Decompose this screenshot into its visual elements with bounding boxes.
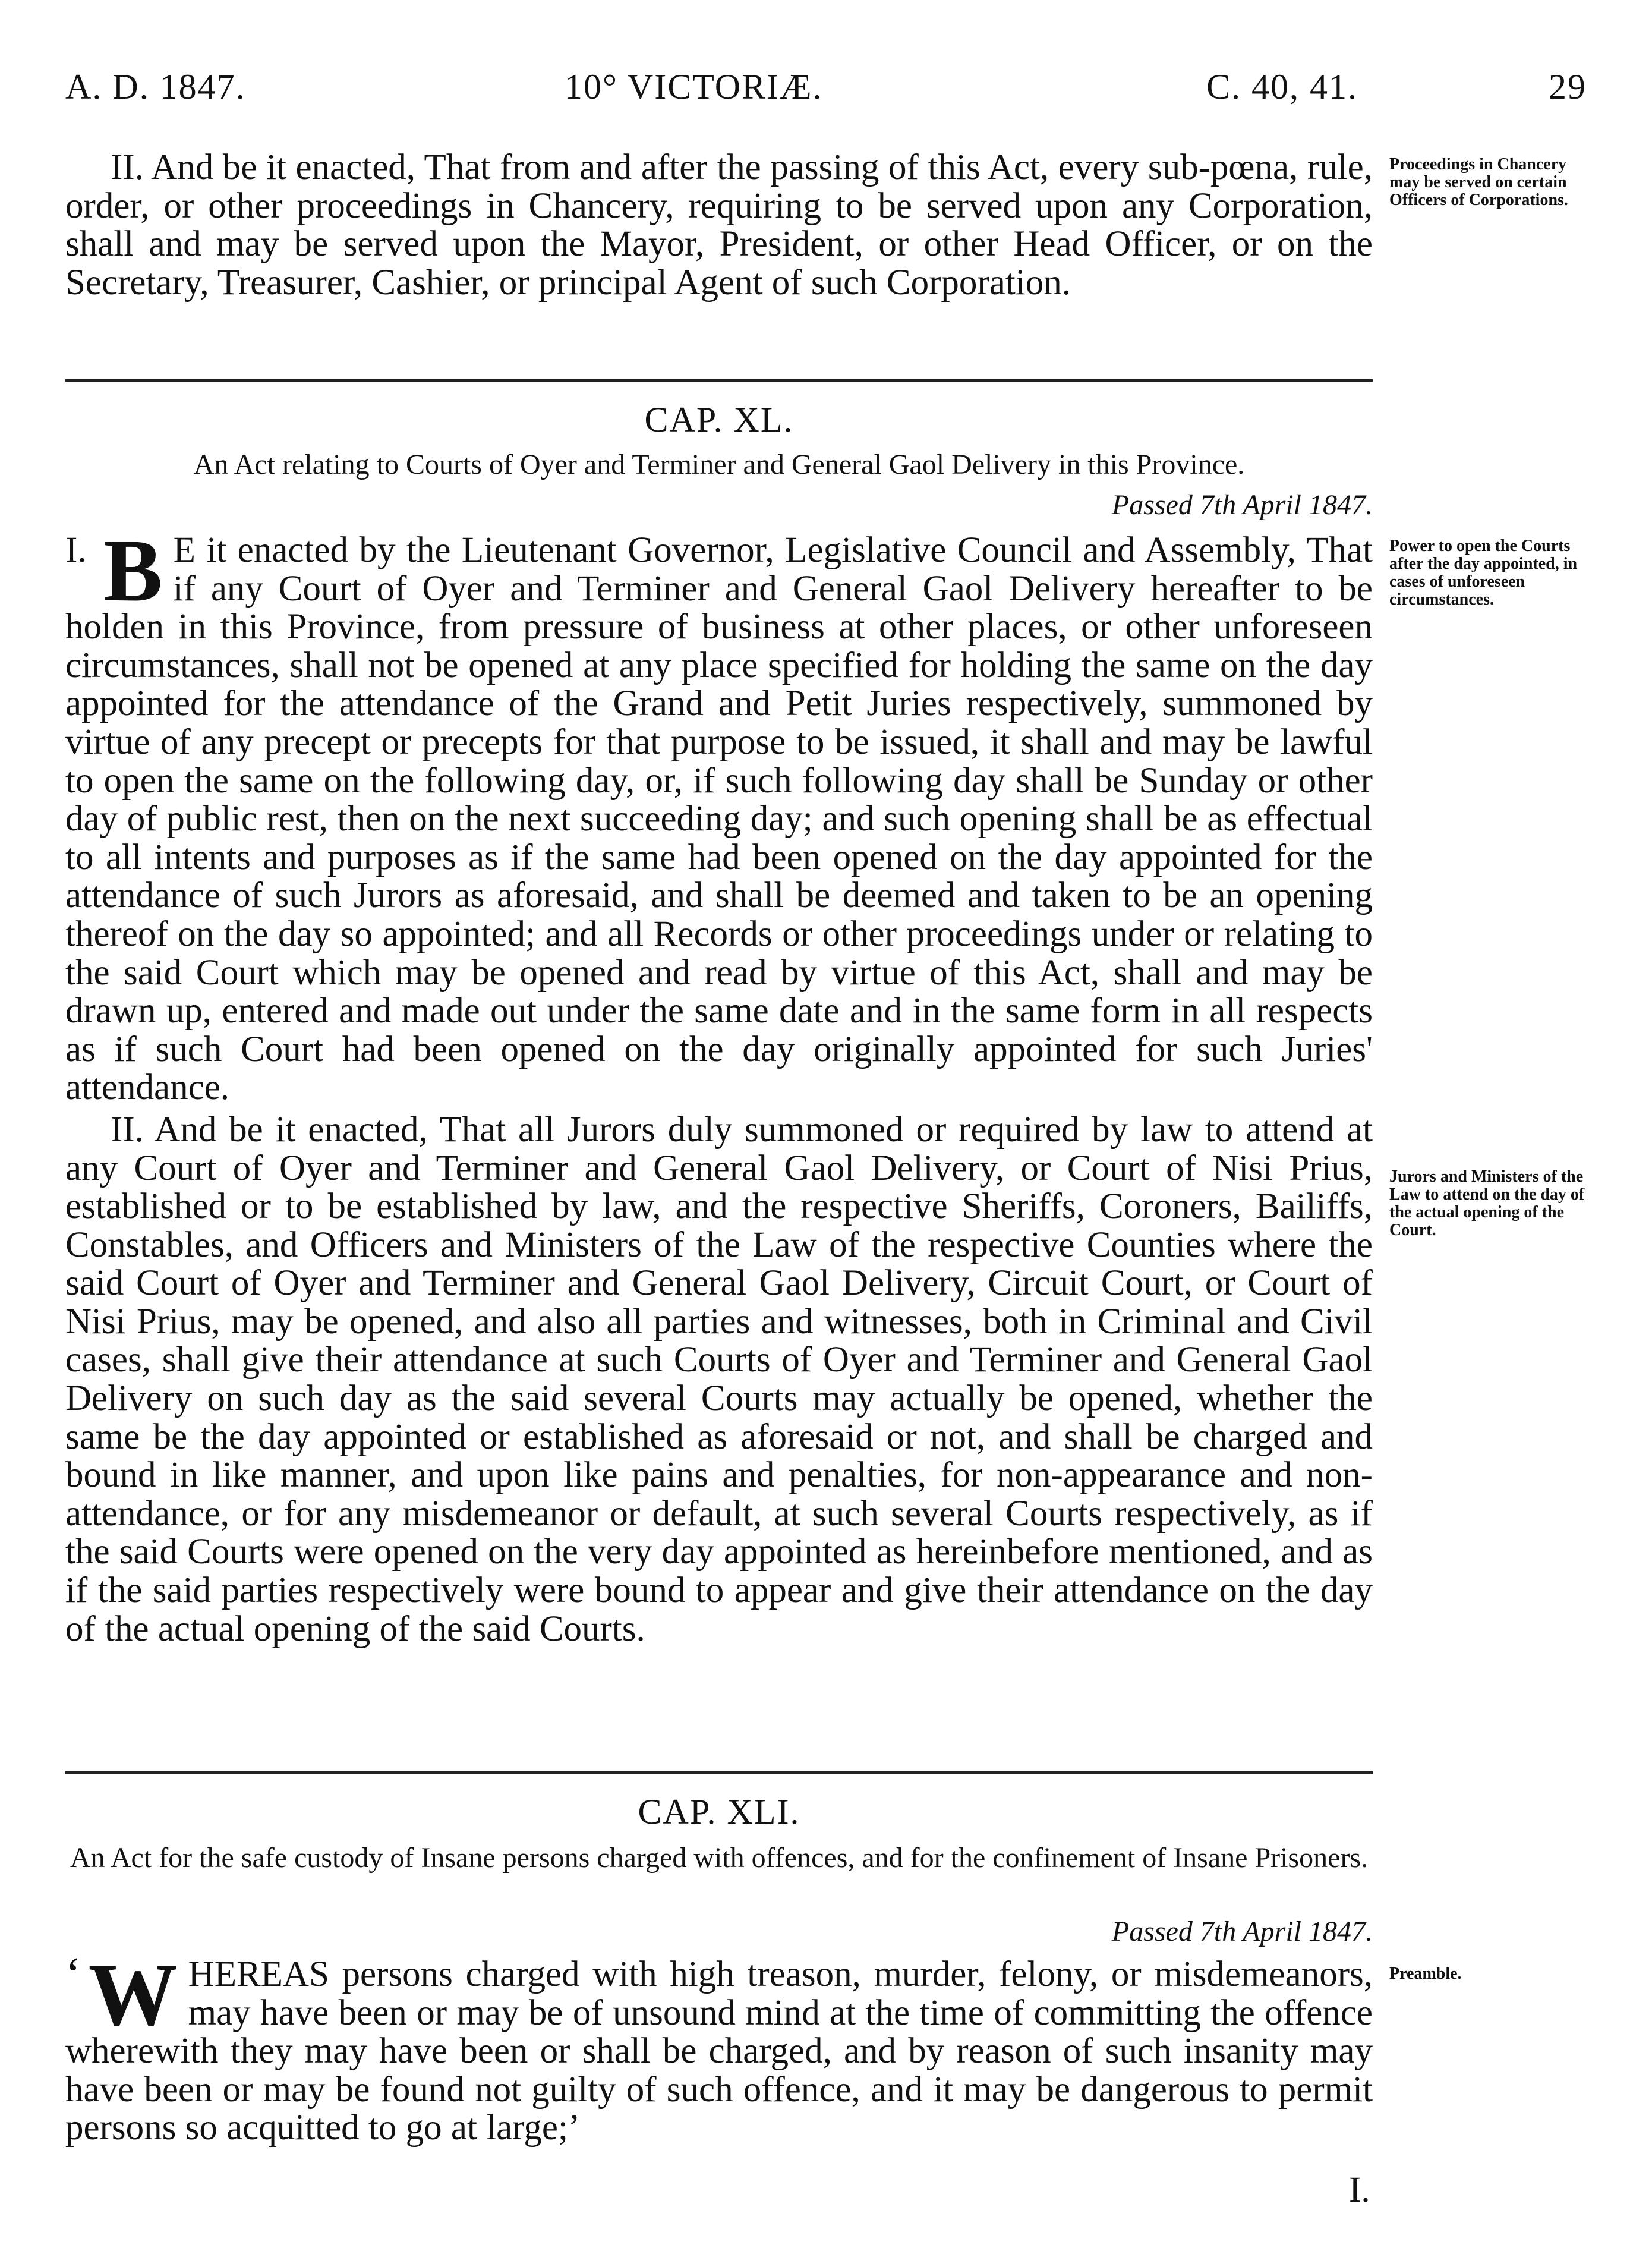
header-chapters: C. 40, 41. <box>1206 67 1358 106</box>
header-year: A. D. 1847. <box>65 67 246 106</box>
cap-40-section-i <box>65 521 1373 1649</box>
cap-40-title: CAP. XL. <box>644 400 794 439</box>
section-divider-2 <box>65 1771 1373 1774</box>
margin-note-power-to-open: Power to open the Courts after the day appointed, in cases of unforeseen circumstances. <box>1389 537 1578 609</box>
dropcap-b: B <box>103 521 163 620</box>
cap-40-section-i-text: E it enacted by the Lieutenant Governor, Legislative Council and Assembly, That if any Court of Oyer and Terminer and General Gaol Delivery hereafter to be holden in this Province, from pressure of business at other places, or other unforeseen circumstances, shall not be opened at any place specified for holding the same on the day appointed for the attendance of the Grand and Petit Juries respectively, summoned by virtue of any precept or precepts for that purpose to be issued, it shall and may be lawful to open the same on the following day, or, if such following day shall be Sunday or other day of public rest, then on the next succeeding day; and such opening shall be as effectual to all intents and purposes as if the same had been opened on the day appointed for the attendance of such Jurors as aforesaid, and shall be deemed and taken to be an opening thereof on the day so appointed; and all Records or other proceedings under or relating to the said Court which may be opened and read by virtue of this Act, shall and may be drawn up, entered and made out under the same date and in the same form in all respects as if such Court had been opened on the day originally appointed for such Juries' attendance. <box>65 530 1373 1108</box>
cap-41-subtitle: An Act for the safe custody of Insane persons charged with offences, and for the confinement of Insane Prisoners. <box>70 1842 1369 1874</box>
cap-40-section-ii-text: II. And be it enacted, That all Jurors duly summoned or required by law to attend at any Court of Oyer and Terminer and General Gaol Delivery, or Court of Nisi Prius, established or to be established by law, and the respective Sheriffs, Coroners, Bailiffs, Constables, and Officers and Ministers of the Law of the respective Counties where the said Court of Oyer and Terminer and General Gaol Delivery, Circuit Court, or Court of Nisi Prius, may be opened, and also all parties and witnesses, both in Criminal and Civil cases, shall give their attendance at such Courts of Oyer and Terminer and General Gaol Delivery on such day as the said several Courts may actually be opened, whether the same be the day appointed or established as aforesaid or not, and shall be charged and bound in like manner, and upon like pains and penalties, for non-appearance and non-attendance, or for any misdemeanor or default, at such several Courts respectively, as if the said Courts were opened on the very day appointed as hereinbefore mentioned, and as if the said parties respectively were bound to appear and give their attendance on the day of the actual opening of the said Courts. <box>65 1109 1373 1649</box>
preamble-open-quote: ‘ <box>65 1948 81 2001</box>
margin-note-chancery: Proceedings in Chancery may be served on certain Officers of Corporations. <box>1389 155 1568 209</box>
page-number: 29 <box>1549 67 1587 106</box>
cap-41-title: CAP. XLI. <box>638 1792 800 1831</box>
dropcap-w: W <box>88 1945 178 2044</box>
section-divider-1 <box>65 379 1373 382</box>
cap-41-preamble-text: HEREAS persons charged with high treason, murder, felony, or misdemeanors, may have been or may be of unsound mind at the time of committing the offence wherewith they may have been or shall be charged, and by reason of such insanity may have been or may be found not guilty of such offence, and it may be dangerous to permit persons so acquitted to go at large;’ <box>65 1954 1373 2148</box>
prev-section-ii <box>65 149 1373 302</box>
margin-note-preamble: Preamble. <box>1389 1964 1462 1983</box>
header-regnal-year: 10° VICTORIÆ. <box>565 67 823 106</box>
prev-section-ii-text: II. And be it enacted, That from and after the passing of this Act, every sub-pœna, rule, order, or other proceedings in Chancery, requiring to be served upon any Corporation, shall and may be served upon the Mayor, President, or other Head Officer, or on the Secretary, Treasurer, Cashier, or principal Agent of such Corporation. <box>65 147 1373 303</box>
next-section-number: I. <box>1349 2170 1370 2210</box>
margin-note-jurors-attend: Jurors and Ministers of the Law to attend on the day of the actual opening of the Court. <box>1389 1167 1585 1239</box>
cap-41-passed-date: Passed 7th April 1847. <box>1111 1916 1373 1947</box>
cap-40-subtitle: An Act relating to Courts of Oyer and Terminer and General Gaol Delivery in this Province. <box>193 449 1245 480</box>
running-header <box>65 67 1587 120</box>
cap-41-preamble <box>65 1945 1373 2148</box>
cap-40-passed-date: Passed 7th April 1847. <box>1111 489 1373 521</box>
cap-40-section-i-number: I. <box>65 530 87 570</box>
